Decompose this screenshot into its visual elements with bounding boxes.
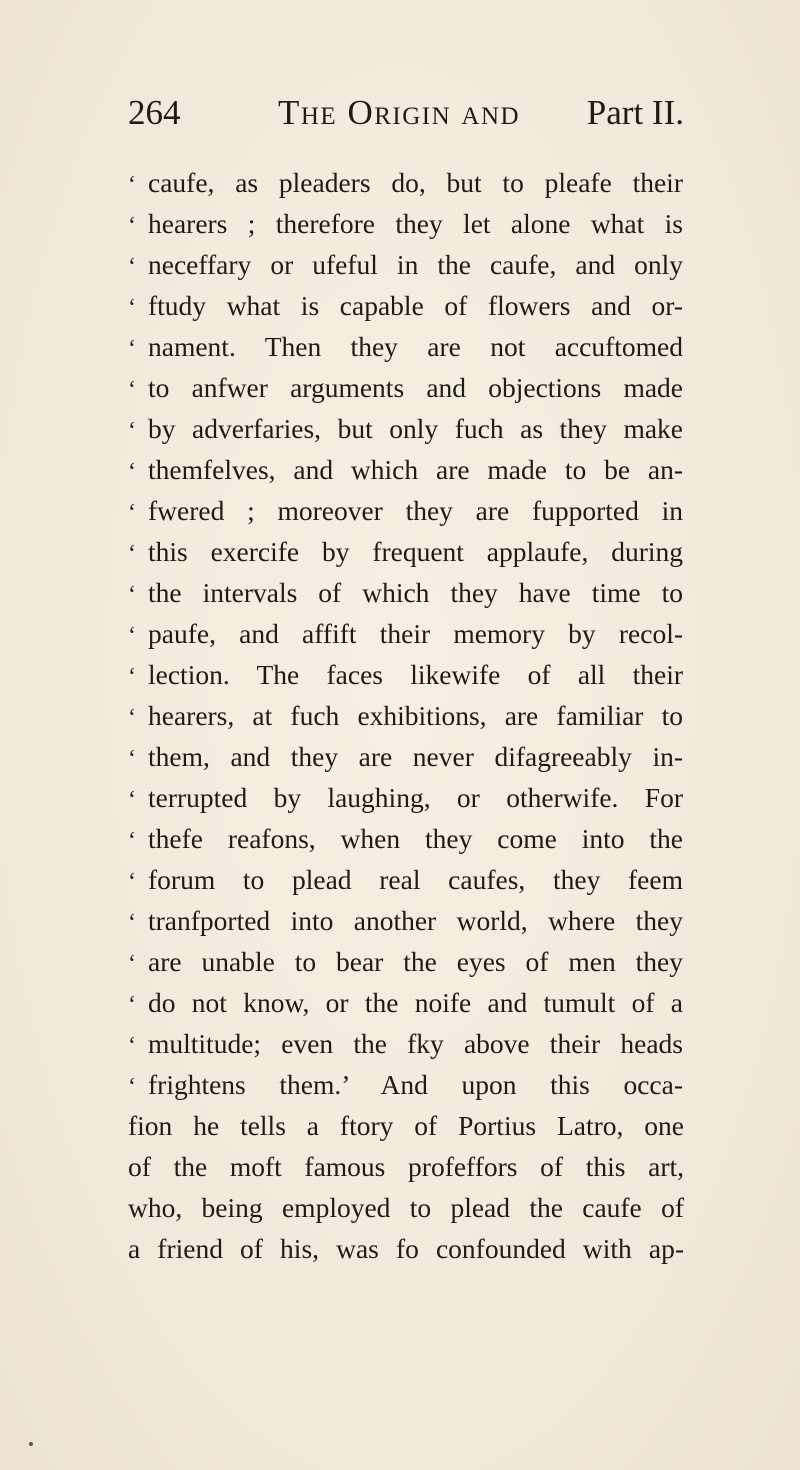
quote-mark: ‘ [128, 1033, 136, 1059]
text-line [128, 1187, 684, 1228]
line-text: nament. Then they are not accuftomed [148, 331, 683, 362]
text-line [128, 900, 684, 941]
quote-mark: ‘ [128, 418, 136, 444]
line-text: hearers, at fuch exhibitions, are familiar to [148, 700, 683, 731]
text-line [128, 572, 684, 613]
line-text: fwered ; moreover they are fupported in [148, 495, 683, 526]
line-text: hearers ; therefore they let alone what is [148, 208, 683, 239]
line-text: thefe reafons, when they come into the [148, 823, 683, 854]
text-line [128, 818, 684, 859]
quote-mark: ‘ [128, 828, 136, 854]
text-line [128, 203, 684, 244]
quote-mark: ‘ [128, 500, 136, 526]
text-line [128, 285, 684, 326]
quote-mark: ‘ [128, 295, 136, 321]
quote-mark: ‘ [128, 992, 136, 1018]
text-line [128, 1228, 684, 1269]
line-text: lection. The faces likewife of all their [148, 659, 683, 690]
quote-mark: ‘ [128, 541, 136, 567]
line-text: forum to plead real caufes, they feem [148, 864, 683, 895]
quote-mark: ‘ [128, 705, 136, 731]
text-line [128, 777, 684, 818]
quote-mark: ‘ [128, 336, 136, 362]
text-line [128, 490, 684, 531]
line-text: frightens them.’ And upon this occa- [148, 1069, 683, 1100]
line-text: fion he tells a ftory of Portius Latro, one [128, 1110, 684, 1141]
line-text: the intervals of which they have time to [148, 577, 683, 608]
text-line [128, 326, 684, 367]
line-text: multitude; even the fky above their heads [148, 1028, 683, 1059]
quote-mark: ‘ [128, 213, 136, 239]
text-line [128, 1064, 684, 1105]
line-text: who, being employed to plead the caufe of [128, 1192, 684, 1223]
text-line [128, 408, 684, 449]
line-text: by adverfaries, but only fuch as they make [148, 413, 683, 444]
line-text: to anfwer arguments and objections made [148, 372, 683, 403]
quote-mark: ‘ [128, 254, 136, 280]
text-line [128, 244, 684, 285]
line-text: of the moft famous profeffors of this art, [128, 1151, 684, 1182]
text-line [128, 1023, 684, 1064]
line-text: themfelves, and which are made to be an- [148, 454, 683, 485]
quote-mark: ‘ [128, 172, 136, 198]
quote-mark: ‘ [128, 582, 136, 608]
quote-mark: ‘ [128, 869, 136, 895]
text-line [128, 982, 684, 1023]
text-line [128, 531, 684, 572]
quote-mark: ‘ [128, 377, 136, 403]
line-text: ftudy what is capable of flowers and or- [148, 290, 683, 321]
line-text: this exercife by frequent applaufe, during [148, 536, 683, 567]
text-line [128, 941, 684, 982]
text-line [128, 695, 684, 736]
text-line [128, 859, 684, 900]
line-text: terrupted by laughing, or otherwife. For [148, 782, 683, 813]
part-label: Part II. [586, 93, 684, 132]
text-line [128, 1146, 684, 1187]
quote-mark: ‘ [128, 459, 136, 485]
quote-mark: ‘ [128, 623, 136, 649]
line-text: tranfported into another world, where they [148, 905, 683, 936]
quote-mark: ‘ [128, 910, 136, 936]
quote-mark: ‘ [128, 664, 136, 690]
text-line [128, 736, 684, 777]
body-text [128, 162, 684, 1269]
text-line [128, 162, 684, 203]
text-line [128, 1105, 684, 1146]
quote-mark: ‘ [128, 746, 136, 772]
text-line [128, 654, 684, 695]
ink-speck [29, 1442, 33, 1446]
running-title: The Origin and [278, 93, 521, 132]
line-text: are unable to bear the eyes of men they [148, 946, 683, 977]
line-text: caufe, as pleaders do, but to pleafe their [148, 167, 683, 198]
running-header [128, 88, 684, 138]
quote-mark: ‘ [128, 787, 136, 813]
quote-mark: ‘ [128, 951, 136, 977]
text-line [128, 613, 684, 654]
text-line [128, 367, 684, 408]
line-text: do not know, or the noife and tumult of a [148, 987, 683, 1018]
quote-mark: ‘ [128, 1074, 136, 1100]
line-text: them, and they are never difagreeably in- [148, 741, 683, 772]
line-text: paufe, and affift their memory by recol- [148, 618, 683, 649]
page-number: 264 [128, 93, 181, 132]
text-line [128, 449, 684, 490]
line-text: a friend of his, was fo confounded with ap- [128, 1233, 684, 1264]
line-text: neceffary or ufeful in the caufe, and only [148, 249, 683, 280]
